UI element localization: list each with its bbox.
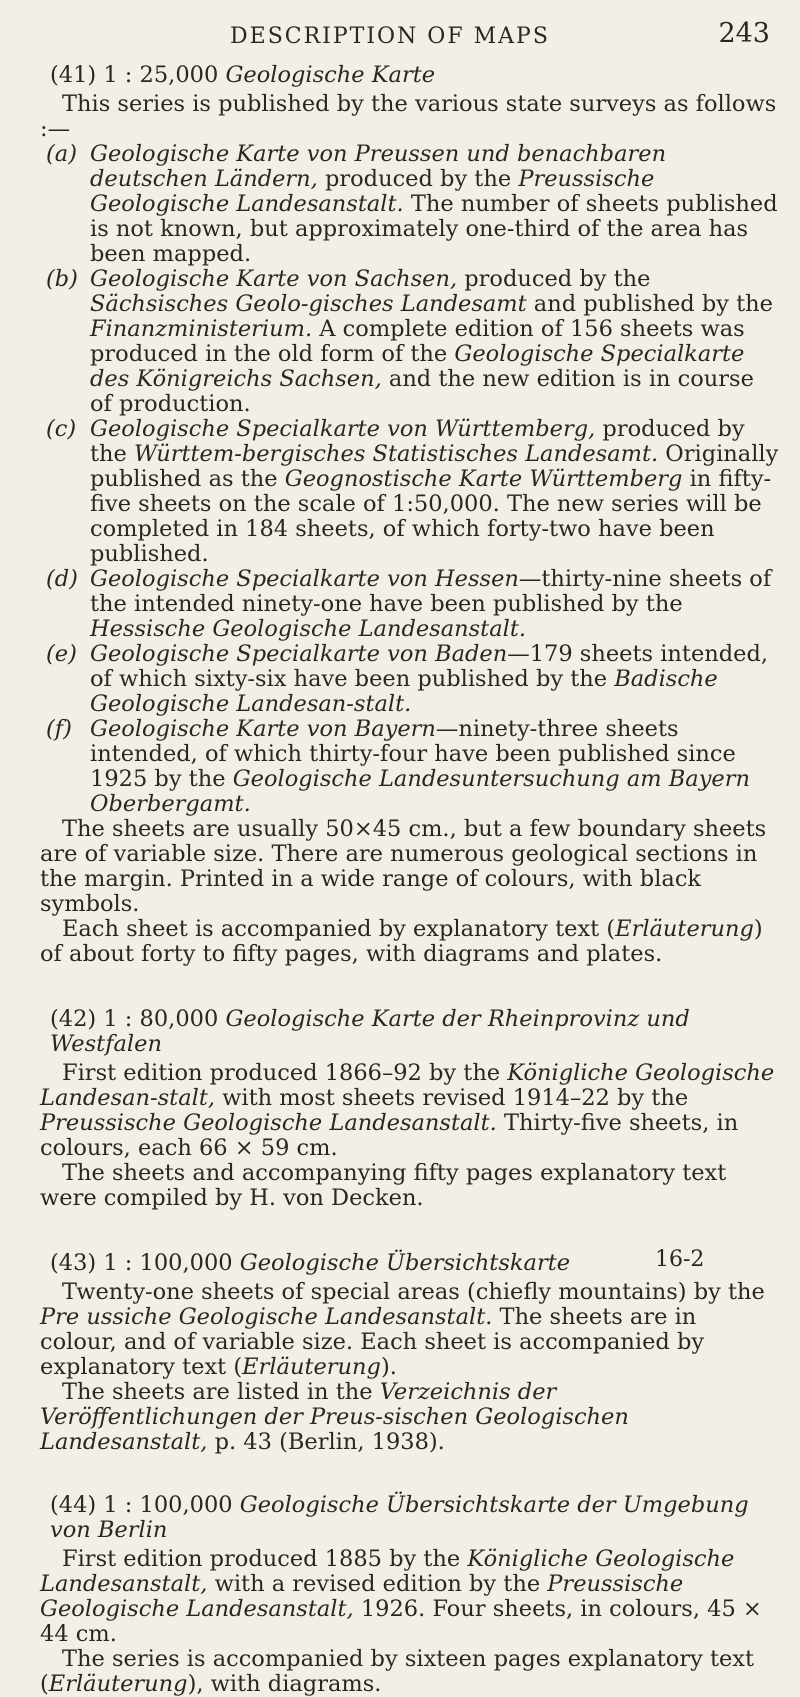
section-number: (41) xyxy=(50,62,97,88)
item-text: Geognostische Karte Württemberg xyxy=(284,466,683,492)
item-text: produced by the xyxy=(90,416,745,467)
para-text: p. 43 (Berlin, 1938). xyxy=(207,1429,445,1455)
para-text: The sheets are listed in the xyxy=(62,1379,380,1405)
item-text: Geologische Landesuntersuchung am Bayern Oberbergamt. xyxy=(90,766,750,817)
para-text: Königliche Geologische Landesan-stalt, xyxy=(40,1060,775,1111)
section-number: (42) xyxy=(50,1006,97,1032)
item-text: Geologische Specialkarte von Württemberg, xyxy=(90,416,596,442)
item-label: (c) xyxy=(46,416,77,442)
section-gap xyxy=(40,1211,780,1243)
section-42-paragraph-2: The sheets and accompanying fifty pages explanatory text were compiled by H. von Decken. xyxy=(40,1160,727,1211)
para-text: Thirty-five sheets, in colours, each 66 × 59 cm. xyxy=(40,1110,739,1161)
section-44-paragraph-2 xyxy=(40,1647,780,1697)
item-text: in fifty-five sheets on the scale of 1:50,000. The new series will be completed in 184 sheets, of which forty-two have been published. xyxy=(90,466,772,567)
list-item-b xyxy=(40,267,780,417)
section-number: (44) xyxy=(50,1492,97,1518)
para-text: Königliche Geologische Landesanstalt, xyxy=(40,1546,735,1597)
item-text: —ninety-three sheets intended, of which thirty-four have been published since 1925 by the xyxy=(90,716,736,792)
section-41-paragraph-1: The sheets are usually 50×45 cm., but a few boundary sheets are of variable size. There are numerous geological sections in the margin. Printed in a wide range of colours, with black symbols. xyxy=(40,816,767,917)
item-label: (f) xyxy=(46,716,72,742)
para-text: The sheets are in colour, and of variable size. Each sheet is accompanied by explanatory text ( xyxy=(40,1304,705,1380)
item-text: Hessische Geologische Landesanstalt. xyxy=(90,616,527,642)
section-41-heading xyxy=(40,63,780,88)
item-text: Geologische Karte von Sachsen, xyxy=(90,266,458,292)
list-item-e xyxy=(40,642,780,717)
para-text: ) of about forty to fifty pages, with diagrams and plates. xyxy=(40,916,763,967)
section-42-paragraph-1 xyxy=(40,1061,780,1161)
para-text: Preussische Geologische Landesanstalt. xyxy=(40,1110,497,1136)
item-text: Preussische Geologische Landesanstalt. xyxy=(90,166,655,217)
section-41-intro: This series is published by the various state surveys as follows :— xyxy=(40,91,777,142)
section-44-paragraph-1 xyxy=(40,1547,780,1647)
para-text: Erläuterung xyxy=(615,916,754,942)
running-title: DESCRIPTION OF MAPS xyxy=(230,24,550,49)
item-text: Badische Geologische Landesan-stalt. xyxy=(90,666,718,717)
item-text: produced by the xyxy=(457,266,651,292)
para-text: ), with diagrams. xyxy=(187,1671,382,1697)
list-item-a xyxy=(40,142,780,267)
para-text: 1926. Four sheets, in colours, 45 × 44 cm. xyxy=(40,1596,762,1647)
section-42-heading xyxy=(40,1007,780,1057)
para-text: Twenty-one sheets of special areas (chiefly mountains) by the xyxy=(62,1279,765,1305)
section-title: Geologische Karte der Rheinprovinz und Westfalen xyxy=(50,1006,690,1057)
para-text: Preussische Geologische Landesanstalt, xyxy=(40,1571,684,1622)
signature-mark: 16-2 xyxy=(655,1247,705,1272)
section-title: Geologische Übersichtskarte xyxy=(239,1250,571,1276)
item-text: A complete edition of 156 sheets was produced in the old form of the xyxy=(90,316,745,367)
para-text: First edition produced 1866–92 by the xyxy=(62,1060,508,1086)
item-label: (d) xyxy=(46,566,78,592)
item-text: Geologische Specialkarte von Baden xyxy=(90,641,508,667)
item-text: Geologische Karte von Preussen und benachbaren deutschen Ländern, xyxy=(90,141,667,192)
section-scale: 1 : 100,000 xyxy=(103,1492,233,1518)
page-number: 243 xyxy=(718,18,770,49)
para-text: Erläuterung xyxy=(242,1354,381,1380)
item-text: Geologische Karte von Bayern xyxy=(90,716,436,742)
para-text: First edition produced 1885 by the xyxy=(62,1546,468,1572)
item-label: (e) xyxy=(46,641,77,667)
section-scale: 1 : 25,000 xyxy=(103,62,219,88)
section-41-paragraph-2 xyxy=(40,917,780,967)
section-43-paragraph-2 xyxy=(40,1380,780,1455)
para-text: with a revised edition by the xyxy=(207,1571,548,1597)
section-gap xyxy=(40,1455,780,1485)
list-item-d xyxy=(40,567,780,642)
item-text: The number of sheets published is not known, but approximately one-third of the area has been mapped. xyxy=(90,191,778,267)
section-gap xyxy=(40,967,780,999)
item-text: and the new edition is in course of production. xyxy=(90,366,754,417)
item-text: —thirty-nine sheets of the intended ninety-one have been published by the xyxy=(90,566,772,617)
item-label: (a) xyxy=(46,141,77,167)
section-scale: 1 : 100,000 xyxy=(103,1250,233,1276)
item-text: Originally published as the xyxy=(90,441,779,492)
para-text: ). xyxy=(380,1354,397,1380)
item-label: (b) xyxy=(46,266,78,292)
item-text: Geologische Specialkarte von Hessen xyxy=(90,566,519,592)
para-text: Erläuterung xyxy=(48,1671,188,1697)
section-scale: 1 : 80,000 xyxy=(103,1006,219,1032)
item-text: and published by the xyxy=(526,291,773,317)
para-text: with most sheets revised 1914–22 by the xyxy=(215,1085,689,1111)
item-text: Geologische Specialkarte des Königreichs Sachsen, xyxy=(90,341,745,392)
list-item-c xyxy=(40,417,780,567)
section-number: (43) xyxy=(50,1250,97,1276)
item-text: Sächsisches Geolo-gisches Landesamt xyxy=(90,291,527,317)
para-text: The series is accompanied by sixteen pages explanatory text ( xyxy=(40,1646,755,1697)
item-text: Finanzministerium. xyxy=(90,316,313,342)
item-text: produced by the xyxy=(317,166,519,192)
para-text: Verzeichnis der Veröffentlichungen der Preus-sischen Geologischen Landesanstalt, xyxy=(40,1379,629,1455)
item-text: —179 sheets intended, of which sixty-six have been published by the xyxy=(90,641,769,692)
section-44-heading xyxy=(40,1493,780,1543)
para-text: Each sheet is accompanied by explanatory text ( xyxy=(62,916,616,942)
section-title: Geologische Karte xyxy=(225,62,436,88)
para-text: Pre ussiche Geologische Landesanstalt. xyxy=(40,1304,493,1330)
section-43-paragraph-1 xyxy=(40,1280,780,1380)
list-item-f xyxy=(40,717,780,817)
section-title: Geologische Übersichtskarte der Umgebung von Berlin xyxy=(50,1492,749,1543)
item-text: Württem-bergisches Statistisches Landesamt. xyxy=(134,441,659,467)
body-text xyxy=(40,55,780,1697)
running-header xyxy=(150,18,770,58)
